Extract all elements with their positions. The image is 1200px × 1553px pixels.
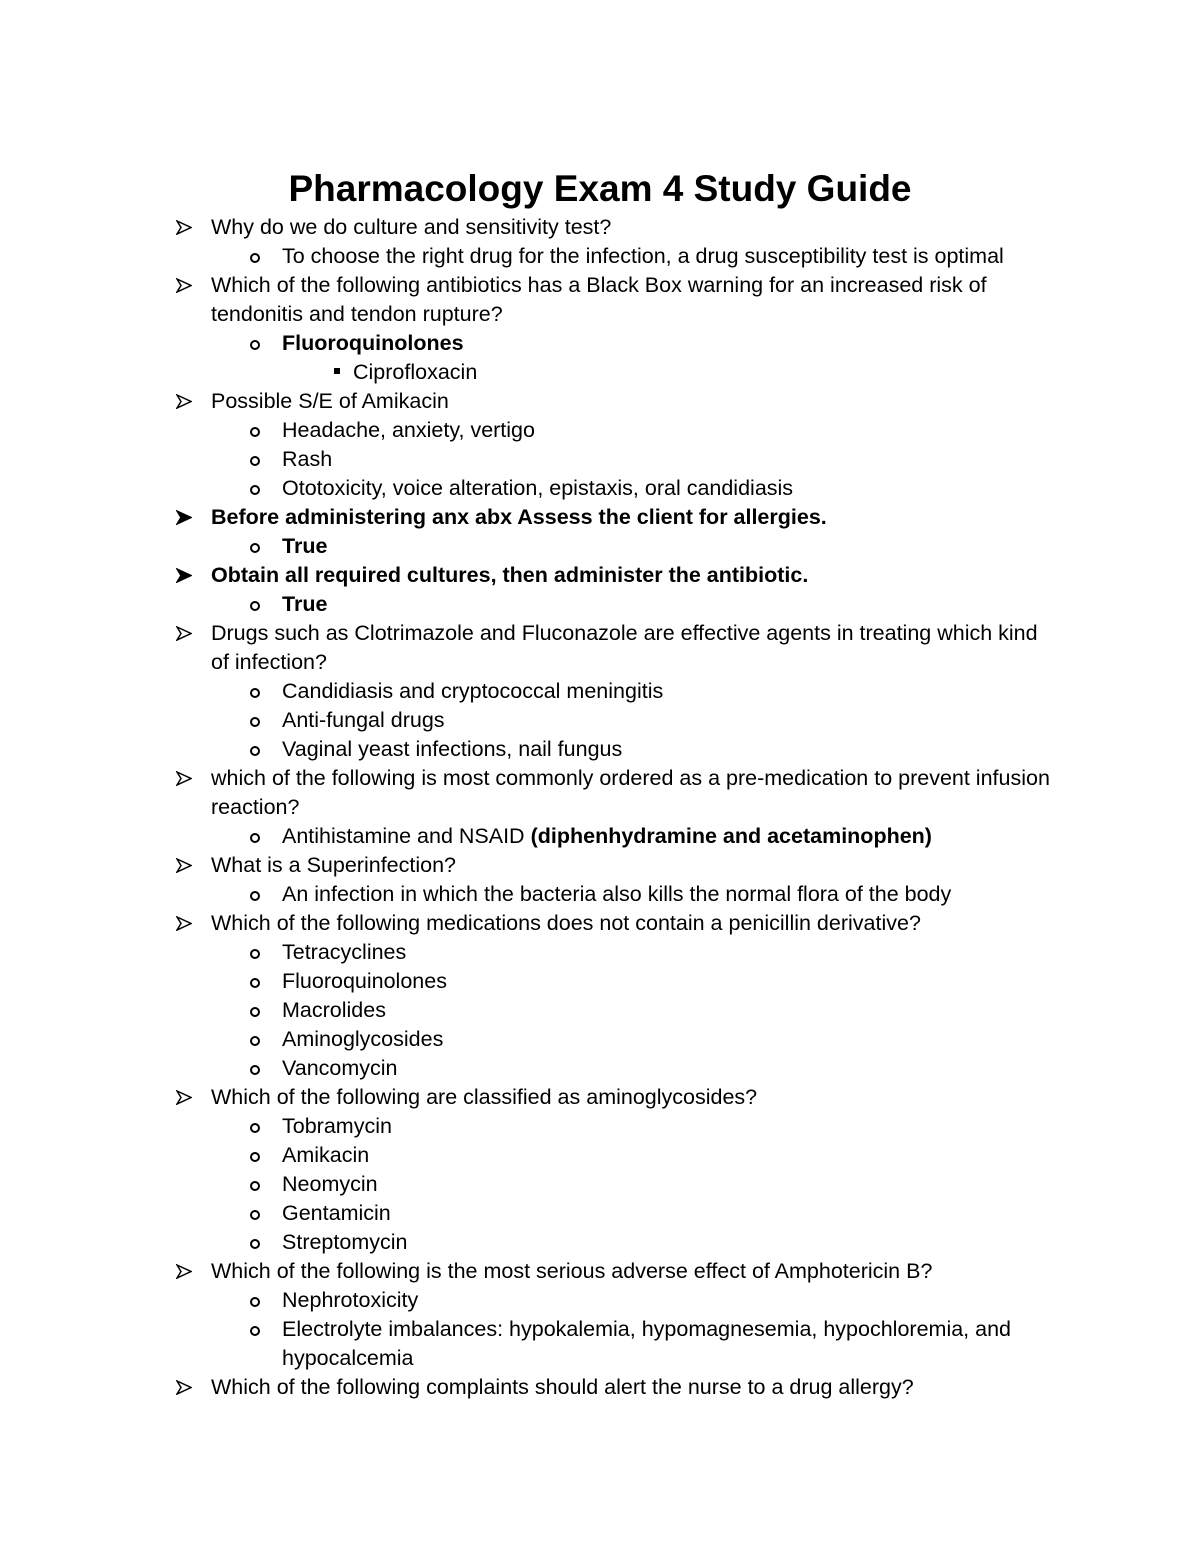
circle-bullet-icon: [250, 746, 260, 756]
answer-text: Anti-fungal drugs: [282, 708, 445, 732]
question-item: [176, 764, 1056, 822]
arrow-bullet-icon: [176, 213, 198, 242]
question-item: [176, 619, 1056, 677]
square-bullet-icon: [334, 368, 340, 374]
answer-bold-note: (diphenhydramine and acetaminophen): [530, 824, 932, 848]
question-text: Drugs such as Clotrimazole and Fluconazole are effective agents in treating which kind of infection?: [211, 621, 1038, 674]
circle-bullet-icon: [250, 1181, 260, 1191]
answer-text: Macrolides: [282, 998, 386, 1022]
arrow-bullet-icon: [176, 387, 198, 416]
answer-item: [176, 967, 1056, 996]
answer-item: [176, 532, 1056, 561]
circle-bullet-icon: [250, 1123, 260, 1133]
answer-text: Vancomycin: [282, 1056, 398, 1080]
arrow-bullet-icon: [176, 909, 198, 938]
answer-item: [176, 938, 1056, 967]
answer-item: [176, 590, 1056, 619]
circle-bullet-icon: [250, 1297, 260, 1307]
answer-text: To choose the right drug for the infection, a drug susceptibility test is optimal: [282, 244, 1004, 268]
answer-item: [176, 677, 1056, 706]
arrow-bullet-icon: [176, 271, 198, 300]
question-text: Which of the following complaints should alert the nurse to a drug allergy?: [211, 1375, 914, 1399]
question-text: Possible S/E of Amikacin: [211, 389, 449, 413]
circle-bullet-icon: [250, 688, 260, 698]
arrow-bullet-icon: [176, 851, 198, 880]
answer-text: Electrolyte imbalances: hypokalemia, hypomagnesemia, hypochloremia, and hypocalcemia: [282, 1317, 1011, 1370]
answer-text: Tobramycin: [282, 1114, 392, 1138]
circle-bullet-icon: [250, 253, 260, 263]
question-item: [176, 851, 1056, 880]
circle-bullet-icon: [250, 485, 260, 495]
circle-bullet-icon: [250, 543, 260, 553]
answer-item: [176, 329, 1056, 358]
circle-bullet-icon: [250, 427, 260, 437]
study-guide-list: [176, 213, 1056, 1402]
answer-item: [176, 996, 1056, 1025]
circle-bullet-icon: [250, 1210, 260, 1220]
arrow-bullet-icon: [176, 619, 198, 648]
sub-answer-item: [176, 358, 1056, 387]
circle-bullet-icon: [250, 1036, 260, 1046]
question-item: [176, 909, 1056, 938]
answer-text: Rash: [282, 447, 333, 471]
answer-text: Streptomycin: [282, 1230, 408, 1254]
question-text: Obtain all required cultures, then administer the antibiotic.: [211, 563, 809, 587]
answer-item: [176, 1112, 1056, 1141]
question-text: Which of the following antibiotics has a Black Box warning for an increased risk of tendonitis and tendon rupture?: [211, 273, 987, 326]
answer-item: [176, 880, 1056, 909]
answer-text: True: [282, 592, 328, 616]
answer-item: [176, 706, 1056, 735]
arrow-bullet-icon: [176, 1083, 198, 1112]
question-item: [176, 271, 1056, 329]
answer-text: Gentamicin: [282, 1201, 391, 1225]
answer-text: Nephrotoxicity: [282, 1288, 419, 1312]
answer-text: Candidiasis and cryptococcal meningitis: [282, 679, 664, 703]
answer-text: An infection in which the bacteria also kills the normal flora of the body: [282, 882, 952, 906]
answer-text: Neomycin: [282, 1172, 378, 1196]
answer-item: [176, 416, 1056, 445]
answer-text: Aminoglycosides: [282, 1027, 444, 1051]
answer-item: [176, 474, 1056, 503]
answer-item: [176, 1025, 1056, 1054]
answer-text: Fluoroquinolones: [282, 331, 464, 355]
circle-bullet-icon: [250, 1065, 260, 1075]
circle-bullet-icon: [250, 833, 260, 843]
answer-item: [176, 1199, 1056, 1228]
answer-item: [176, 1141, 1056, 1170]
answer-text: Amikacin: [282, 1143, 370, 1167]
arrow-bullet-icon: [176, 503, 198, 532]
question-text: which of the following is most commonly ordered as a pre-medication to prevent infusion reaction?: [211, 766, 1050, 819]
answer-text: Vaginal yeast infections, nail fungus: [282, 737, 623, 761]
question-item: [176, 561, 1056, 590]
question-item: [176, 1083, 1056, 1112]
question-text: Which of the following medications does not contain a penicillin derivative?: [211, 911, 921, 935]
answer-text: Antihistamine and NSAID: [282, 824, 525, 848]
arrow-bullet-icon: [176, 1373, 198, 1402]
arrow-bullet-icon: [176, 764, 198, 793]
circle-bullet-icon: [250, 456, 260, 466]
answer-item: [176, 1286, 1056, 1315]
question-item: [176, 213, 1056, 242]
circle-bullet-icon: [250, 949, 260, 959]
answer-item: [176, 445, 1056, 474]
question-item: [176, 1257, 1056, 1286]
question-item: [176, 1373, 1056, 1402]
circle-bullet-icon: [250, 717, 260, 727]
question-text: Which of the following are classified as aminoglycosides?: [211, 1085, 758, 1109]
answer-text: Tetracyclines: [282, 940, 407, 964]
circle-bullet-icon: [250, 601, 260, 611]
answer-text: True: [282, 534, 328, 558]
question-text: Before administering anx abx Assess the client for allergies.: [211, 505, 827, 529]
answer-item: [176, 242, 1056, 271]
circle-bullet-icon: [250, 340, 260, 350]
answer-item: [176, 822, 1056, 851]
arrow-bullet-icon: [176, 561, 198, 590]
circle-bullet-icon: [250, 1152, 260, 1162]
answer-item: [176, 735, 1056, 764]
answer-item: [176, 1170, 1056, 1199]
circle-bullet-icon: [250, 1326, 260, 1336]
question-text: What is a Superinfection?: [211, 853, 456, 877]
answer-text: Fluoroquinolones: [282, 969, 447, 993]
question-text: Which of the following is the most serious adverse effect of Amphotericin B?: [211, 1259, 933, 1283]
answer-item: [176, 1315, 1056, 1373]
answer-text: Ototoxicity, voice alteration, epistaxis, oral candidiasis: [282, 476, 794, 500]
answer-item: [176, 1054, 1056, 1083]
circle-bullet-icon: [250, 978, 260, 988]
answer-item: [176, 1228, 1056, 1257]
arrow-bullet-icon: [176, 1257, 198, 1286]
sub-answer-text: Ciprofloxacin: [353, 360, 478, 384]
circle-bullet-icon: [250, 1007, 260, 1017]
circle-bullet-icon: [250, 1239, 260, 1249]
question-item: [176, 503, 1056, 532]
circle-bullet-icon: [250, 891, 260, 901]
page-title: Pharmacology Exam 4 Study Guide: [288, 167, 912, 209]
question-item: [176, 387, 1056, 416]
question-text: Why do we do culture and sensitivity test?: [211, 215, 612, 239]
answer-text: Headache, anxiety, vertigo: [282, 418, 535, 442]
